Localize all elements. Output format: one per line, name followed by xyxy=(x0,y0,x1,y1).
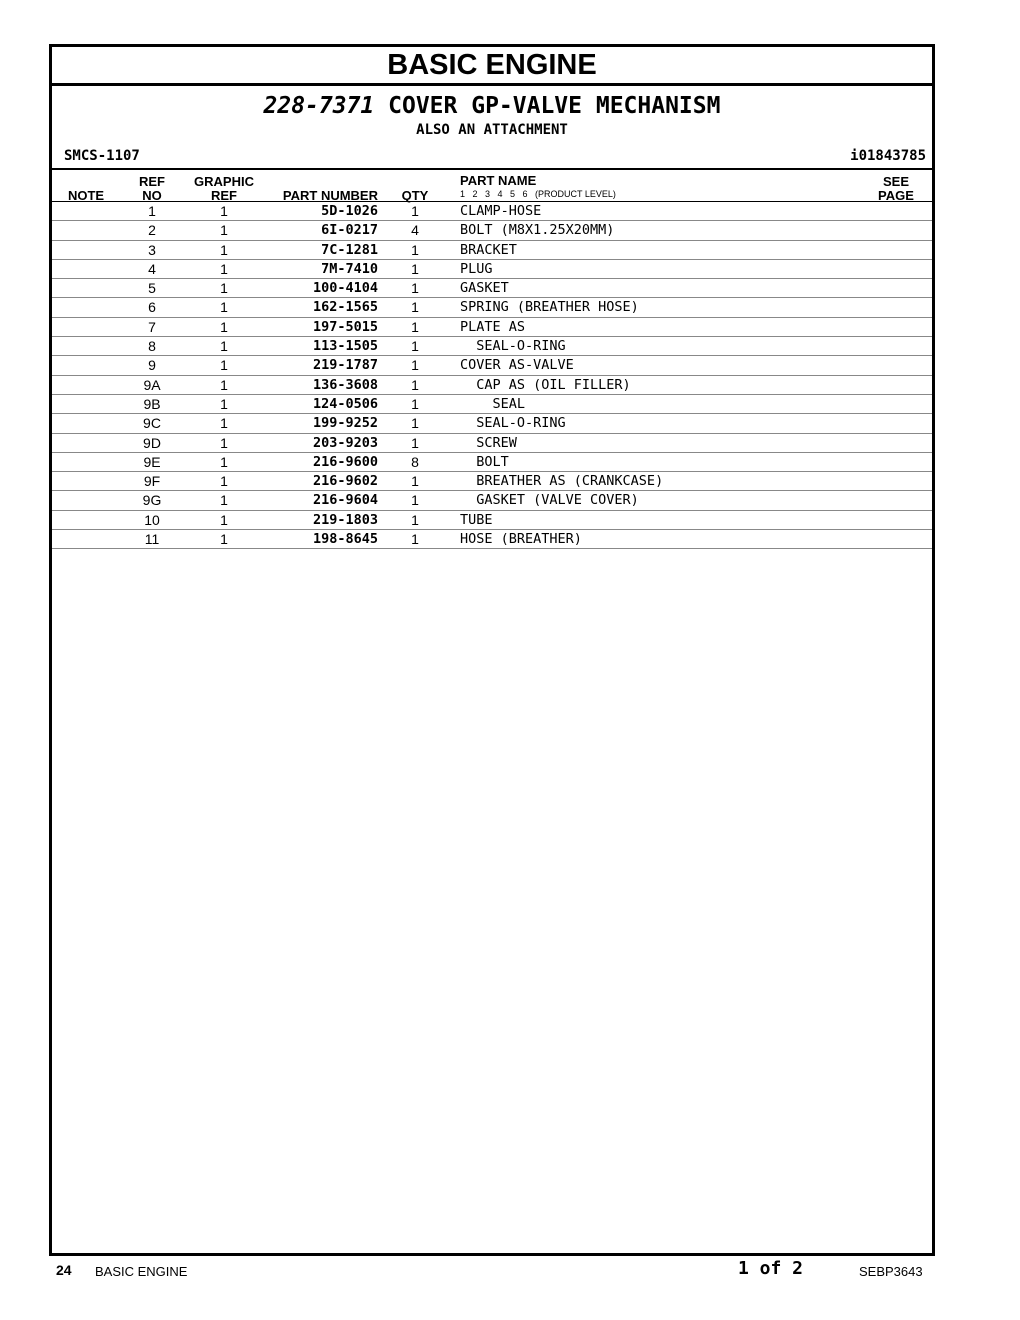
ref-no: 1 xyxy=(148,203,156,219)
ref-no: 9B xyxy=(143,395,161,412)
part-name: PLATE AS xyxy=(460,318,526,335)
col-see-bottom: PAGE xyxy=(878,188,914,203)
ref-no: 3 xyxy=(148,241,156,258)
table-row xyxy=(52,221,932,240)
document-id: SEBP3643 xyxy=(859,1264,923,1279)
graphic-ref: 1 xyxy=(220,473,228,490)
part-number: 162-1565 xyxy=(312,299,378,316)
sheet-counter: 1 of 2 xyxy=(738,1258,804,1279)
part-name: SCREW xyxy=(460,434,517,451)
part-name: TUBE xyxy=(460,511,493,528)
ref-no: 6 xyxy=(148,299,156,316)
col-part-name: PART NAME xyxy=(460,173,537,188)
ref-no: 9A xyxy=(143,376,161,393)
graphic-ref: 1 xyxy=(220,511,228,528)
quantity: 1 xyxy=(411,241,419,258)
page-number: 24 xyxy=(56,1262,72,1278)
table-row xyxy=(52,260,932,279)
part-number: 100-4104 xyxy=(312,280,378,297)
ref-no: 2 xyxy=(148,222,156,239)
part-name: CAP AS (OIL FILLER) xyxy=(460,376,631,393)
graphic-ref: 1 xyxy=(220,453,228,470)
quantity: 1 xyxy=(411,376,419,393)
part-number: 5D-1026 xyxy=(321,203,378,219)
graphic-ref: 1 xyxy=(220,241,228,258)
smcs-code: SMCS-1107 xyxy=(64,148,140,164)
ref-no: 7 xyxy=(148,318,156,335)
graphic-ref: 1 xyxy=(220,280,228,297)
part-number: 6I-0217 xyxy=(321,222,378,239)
quantity: 1 xyxy=(411,434,419,451)
section-title: BASIC ENGINE xyxy=(52,47,932,86)
ref-no: 9C xyxy=(143,415,161,432)
ref-no: 9 xyxy=(148,357,156,374)
col-qty: QTY xyxy=(401,188,429,203)
table-row xyxy=(52,279,932,298)
part-name: PLUG xyxy=(460,260,493,277)
part-name: HOSE (BREATHER) xyxy=(460,531,582,548)
part-name: GASKET (VALVE COVER) xyxy=(460,492,639,509)
ref-no: 4 xyxy=(148,260,156,277)
quantity: 1 xyxy=(411,203,419,219)
part-name: BREATHER AS (CRANKCASE) xyxy=(460,473,664,490)
part-name: CLAMP-HOSE xyxy=(460,203,542,219)
graphic-ref: 1 xyxy=(220,299,228,316)
col-graphic-top: GRAPHIC xyxy=(194,174,254,189)
table-row xyxy=(52,202,932,221)
table-row xyxy=(52,472,932,491)
graphic-ref: 1 xyxy=(220,357,228,374)
quantity: 8 xyxy=(411,453,419,470)
table-row xyxy=(52,241,932,260)
ref-no: 9F xyxy=(143,473,161,490)
graphic-ref: 1 xyxy=(220,260,228,277)
part-name: SEAL-O-RING xyxy=(460,338,566,355)
part-number: 216-9604 xyxy=(312,492,378,509)
part-number: 203-9203 xyxy=(312,434,378,451)
quantity: 1 xyxy=(411,531,419,548)
quantity: 1 xyxy=(411,260,419,277)
table-row xyxy=(52,356,932,375)
ref-no: 9D xyxy=(143,434,161,451)
graphic-ref: 1 xyxy=(220,415,228,432)
graphic-ref: 1 xyxy=(220,222,228,239)
group-name: COVER GP-VALVE MECHANISM xyxy=(388,93,721,119)
quantity: 1 xyxy=(411,299,419,316)
table-row xyxy=(52,318,932,337)
part-name: BOLT (M8X1.25X20MM) xyxy=(460,222,615,239)
graphic-ref: 1 xyxy=(220,338,228,355)
graphic-ref: 1 xyxy=(220,434,228,451)
ref-no: 9E xyxy=(143,453,161,470)
quantity: 1 xyxy=(411,415,419,432)
part-number: 216-9602 xyxy=(312,473,378,490)
ref-no: 9G xyxy=(142,492,162,509)
ref-no: 5 xyxy=(148,280,156,297)
part-number: 124-0506 xyxy=(312,395,378,412)
table-row xyxy=(52,453,932,472)
table-row xyxy=(52,298,932,317)
col-note: NOTE xyxy=(67,188,105,203)
part-name: GASKET xyxy=(460,280,509,297)
part-number: 197-5015 xyxy=(312,318,378,335)
part-name: BRACKET xyxy=(460,241,517,258)
table-row xyxy=(52,434,932,453)
quantity: 1 xyxy=(411,318,419,335)
col-part-number: PART NUMBER xyxy=(282,188,378,203)
col-see-top: SEE xyxy=(882,174,909,189)
group-title xyxy=(52,91,932,121)
col-graphic-bottom: REF xyxy=(211,188,237,203)
table-row xyxy=(52,491,932,510)
group-number: 228-7371 xyxy=(263,93,375,119)
quantity: 1 xyxy=(411,280,419,297)
table-row xyxy=(52,511,932,530)
part-number: 7C-1281 xyxy=(321,241,378,258)
header-rule xyxy=(52,168,932,170)
ref-no: 10 xyxy=(144,511,160,528)
quantity: 1 xyxy=(411,511,419,528)
part-number: 7M-7410 xyxy=(321,260,378,277)
part-name: COVER AS-VALVE xyxy=(460,357,574,374)
table-row xyxy=(52,530,932,549)
part-name: SEAL-O-RING xyxy=(460,415,566,432)
part-number: 199-9252 xyxy=(312,415,378,432)
part-number: 136-3608 xyxy=(312,376,378,393)
table-row xyxy=(52,414,932,433)
page-footer xyxy=(0,1252,1020,1292)
graphic-ref: 1 xyxy=(220,318,228,335)
part-number: 219-1787 xyxy=(312,357,378,374)
table-row xyxy=(52,376,932,395)
illustration-id: i01843785 xyxy=(850,148,926,164)
quantity: 1 xyxy=(411,395,419,412)
part-name: SPRING (BREATHER HOSE) xyxy=(460,299,639,316)
graphic-ref: 1 xyxy=(220,531,228,548)
quantity: 4 xyxy=(411,222,419,239)
group-subtitle: ALSO AN ATTACHMENT xyxy=(416,122,568,138)
quantity: 1 xyxy=(411,338,419,355)
table-row xyxy=(52,337,932,356)
quantity: 1 xyxy=(411,492,419,509)
ref-no: 8 xyxy=(148,338,156,355)
ref-no: 11 xyxy=(144,531,160,548)
col-ref-top: REF xyxy=(139,174,165,189)
table-row xyxy=(52,395,932,414)
part-number: 216-9600 xyxy=(312,453,378,470)
quantity: 1 xyxy=(411,357,419,374)
graphic-ref: 1 xyxy=(220,492,228,509)
quantity: 1 xyxy=(411,473,419,490)
part-name: BOLT xyxy=(460,453,509,470)
product-levels: 1 2 3 4 5 6 (PRODUCT LEVEL) xyxy=(460,189,616,199)
part-name: SEAL xyxy=(460,395,526,412)
graphic-ref: 1 xyxy=(220,203,228,219)
graphic-ref: 1 xyxy=(220,395,228,412)
part-number: 113-1505 xyxy=(312,338,378,355)
graphic-ref: 1 xyxy=(220,376,228,393)
col-ref-bottom: NO xyxy=(142,188,162,203)
part-number: 219-1803 xyxy=(312,511,378,528)
parts-table-body xyxy=(52,202,932,549)
footer-section: BASIC ENGINE xyxy=(95,1264,188,1279)
parts-list-frame xyxy=(49,44,935,1256)
part-number: 198-8645 xyxy=(312,531,378,548)
